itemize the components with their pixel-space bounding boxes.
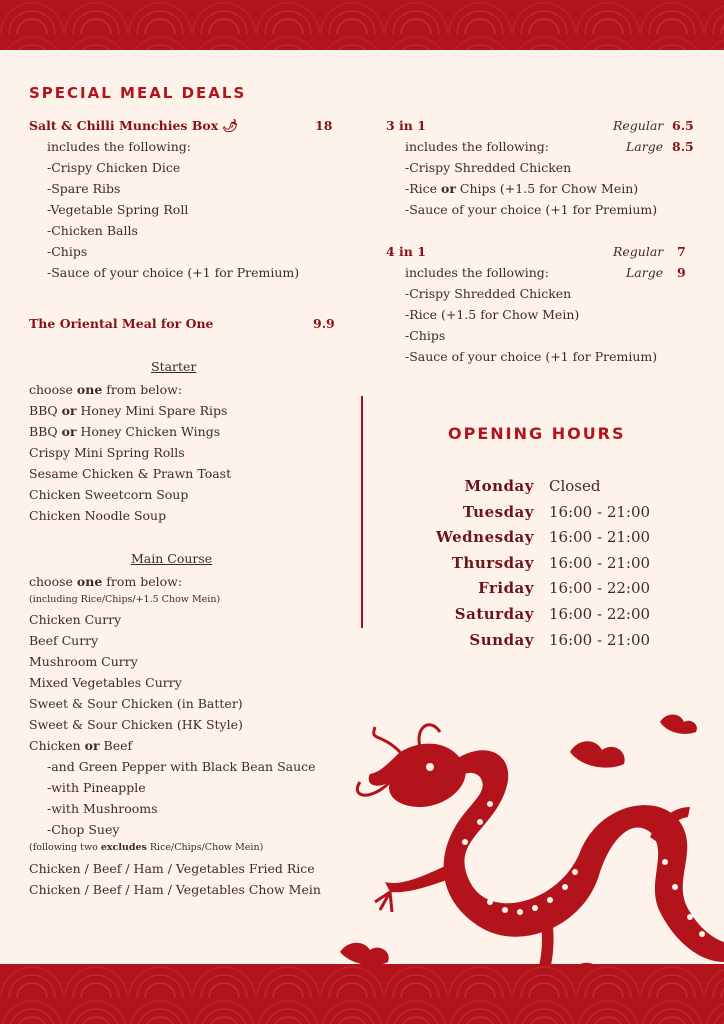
hours-day: Sunday (469, 631, 534, 649)
hours-day: Wednesday (436, 528, 534, 546)
main-item: Chicken Curry (29, 612, 122, 627)
four-in-one-item: -Rice (+1.5 for Chow Mein) (405, 307, 580, 322)
starter-choose: choose one from below: (29, 382, 183, 397)
main-sub-item: -Chop Suey (47, 822, 120, 837)
starter-item: BBQ or Honey Mini Spare Rips (29, 403, 228, 418)
main-item: Chicken / Beef / Ham / Vegetables Fried Rice (29, 861, 315, 876)
starter-item: Chicken Sweetcorn Soup (29, 487, 189, 502)
four-in-one-large-label: Large (626, 265, 664, 280)
starter-heading: Starter (151, 359, 197, 374)
bottom-wave-band (0, 964, 724, 1024)
hours-day: Tuesday (462, 503, 534, 521)
starter-item: Crispy Mini Spring Rolls (29, 445, 185, 460)
hours-time: 16:00 - 22:00 (549, 605, 651, 623)
main-course-heading: Main Course (131, 551, 213, 566)
munchies-item: -Chips (47, 244, 88, 259)
main-item: Sweet & Sour Chicken (HK Style) (29, 717, 243, 732)
munchies-item: -Vegetable Spring Roll (47, 202, 189, 217)
hours-day: Monday (464, 477, 534, 495)
main-item: Sweet & Sour Chicken (in Batter) (29, 696, 243, 711)
oriental-meal-price: 9.9 (313, 316, 335, 331)
starter-item: BBQ or Honey Chicken Wings (29, 424, 221, 439)
main-note: (including Rice/Chips/+1.5 Chow Mein) (29, 594, 221, 605)
four-in-one-name: 4 in 1 (386, 244, 426, 259)
main-item: Beef Curry (29, 633, 99, 648)
three-in-one-item: -Rice or Chips (+1.5 for Chow Mein) (405, 181, 639, 196)
main-item: Mixed Vegetables Curry (29, 675, 182, 690)
main-item: Chicken / Beef / Ham / Vegetables Chow Mein (29, 882, 321, 897)
oriental-meal-name: The Oriental Meal for One (29, 316, 214, 331)
munchies-box-price: 18 (315, 118, 333, 133)
munchies-item: -Spare Ribs (47, 181, 121, 196)
three-in-one-regular-label: Regular (613, 118, 664, 133)
main-sub-item: -and Green Pepper with Black Bean Sauce (47, 759, 316, 774)
munchies-box-name: Salt & Chilli Munchies Box 🌶 (29, 118, 239, 133)
three-in-one-item: -Sauce of your choice (+1 for Premium) (405, 202, 658, 217)
munchies-item: -Sauce of your choice (+1 for Premium) (47, 265, 300, 280)
munchies-item: -Chicken Balls (47, 223, 138, 238)
starter-item: Chicken Noodle Soup (29, 508, 167, 523)
four-in-one-intro: includes the following: (405, 265, 549, 280)
hours-time: 16:00 - 21:00 (549, 631, 651, 649)
main-choose: choose one from below: (29, 574, 183, 589)
special-deals-title: SPECIAL MEAL DEALS (29, 84, 247, 102)
main-note-2: (following two excludes Rice/Chips/Chow Mein) (29, 842, 264, 853)
starter-item: Sesame Chicken & Prawn Toast (29, 466, 232, 481)
hours-time: 16:00 - 22:00 (549, 579, 651, 597)
opening-hours-title: OPENING HOURS (448, 424, 626, 443)
hours-time: 16:00 - 21:00 (549, 554, 651, 572)
main-item: Mushroom Curry (29, 654, 138, 669)
munchies-item: -Crispy Chicken Dice (47, 160, 181, 175)
main-item: Chicken or Beef (29, 738, 133, 753)
four-in-one-regular-label: Regular (613, 244, 664, 259)
hours-time: 16:00 - 21:00 (549, 503, 651, 521)
hours-time: 16:00 - 21:00 (549, 528, 651, 546)
four-in-one-large-price: 9 (677, 265, 686, 280)
main-sub-item: -with Mushrooms (47, 801, 158, 816)
four-in-one-regular-price: 7 (677, 244, 686, 259)
main-sub-item: -with Pineapple (47, 780, 146, 795)
hours-day: Thursday (451, 554, 534, 572)
column-divider (361, 396, 363, 628)
munchies-intro: includes the following: (47, 139, 191, 154)
top-wave-band (0, 0, 724, 50)
four-in-one-item: -Crispy Shredded Chicken (405, 286, 572, 301)
three-in-one-regular-price: 6.5 (672, 118, 694, 133)
three-in-one-large-price: 8.5 (672, 139, 694, 154)
four-in-one-item: -Sauce of your choice (+1 for Premium) (405, 349, 658, 364)
three-in-one-name: 3 in 1 (386, 118, 426, 133)
hours-time: Closed (549, 477, 601, 495)
three-in-one-large-label: Large (626, 139, 664, 154)
three-in-one-item: -Crispy Shredded Chicken (405, 160, 572, 175)
hours-day: Saturday (454, 605, 534, 623)
hours-day: Friday (478, 579, 534, 597)
three-in-one-intro: includes the following: (405, 139, 549, 154)
four-in-one-item: -Chips (405, 328, 446, 343)
